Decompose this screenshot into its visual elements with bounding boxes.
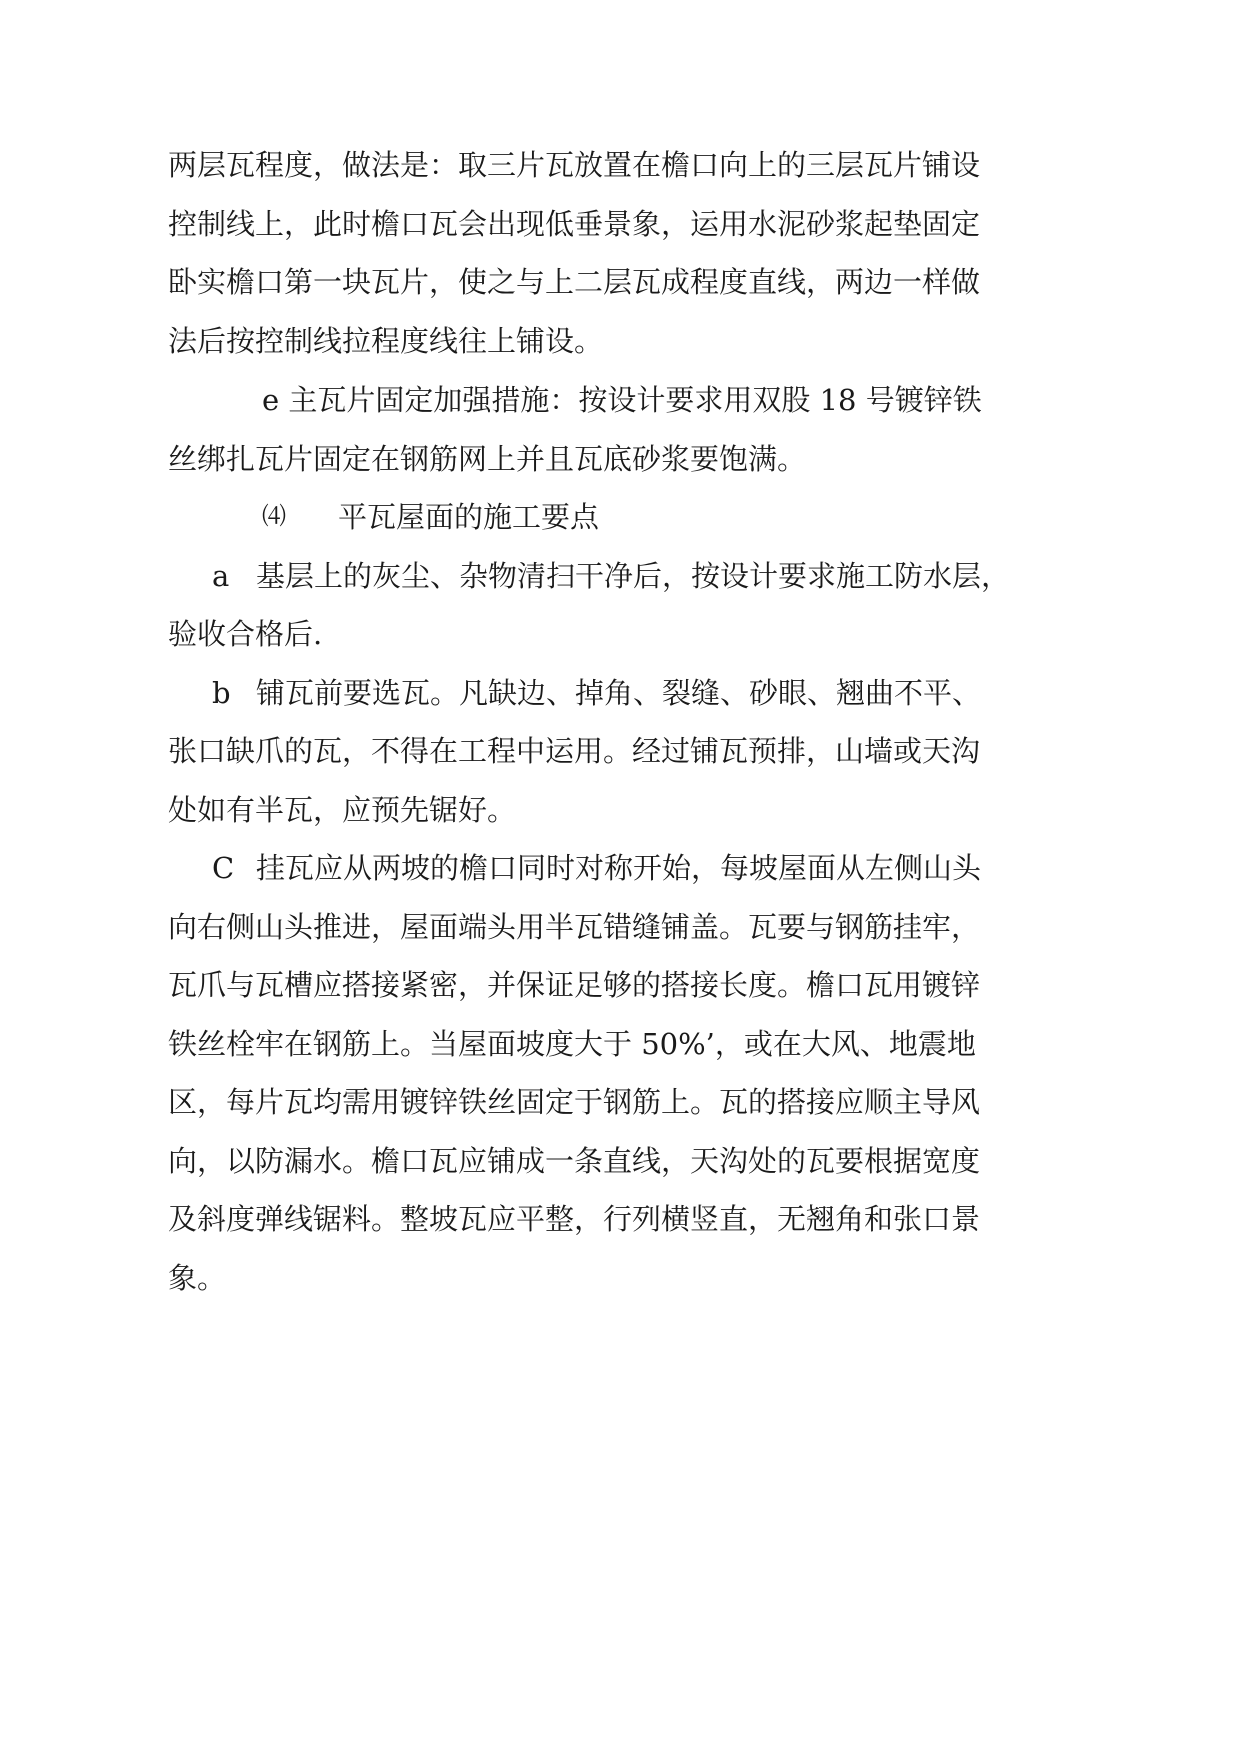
text-line: 铺瓦前要选瓦。凡缺边、掉角、裂缝、砂眼、翘曲不平、	[256, 676, 982, 710]
text-line: 基层上的灰尘、杂物清扫干净后，按设计要求施工防水层，	[256, 559, 1011, 593]
text-line: 控制线上，此时檐口瓦会出现低垂景象，运用水泥砂浆起垫固定	[168, 207, 981, 241]
text-line: 铁丝栓牢在钢筋上。当屋面坡度大于 50%’，或在大风、地震地	[168, 1027, 976, 1061]
text-line: 丝绑扎瓦片固定在钢筋网上并且瓦底砂浆要饱满。	[168, 442, 807, 476]
text-line: 处如有半瓦，应预先锯好。	[168, 793, 517, 827]
text-line: 瓦爪与瓦槽应搭接紧密，并保证足够的搭接长度。檐口瓦用镀锌	[168, 968, 981, 1002]
text-line: e 主瓦片固定加强措施：按设计要求用双股 18 号镀锌铁	[262, 383, 982, 417]
text-line: 向，以防漏水。檐口瓦应铺成一条直线，天沟处的瓦要根据宽度	[168, 1144, 981, 1178]
text-line: 挂瓦应从两坡的檐口同时对称开始，每坡屋面从左侧山头	[256, 851, 982, 885]
section-title: 平瓦屋面的施工要点	[338, 500, 600, 534]
text-line: 象。	[168, 1261, 227, 1295]
text-line: 验收合格后.	[168, 617, 323, 651]
text-line: 两层瓦程度，做法是：取三片瓦放置在檐口向上的三层瓦片铺设	[168, 148, 981, 182]
item-marker: b	[212, 676, 231, 710]
section-number: ⑷	[262, 502, 286, 530]
text-line: 张口缺爪的瓦，不得在工程中运用。经过铺瓦预排，山墙或天沟	[168, 734, 981, 768]
text-line: 向右侧山头推进，屋面端头用半瓦错缝铺盖。瓦要与钢筋挂牢，	[168, 910, 981, 944]
text-line: 卧实檐口第一块瓦片，使之与上二层瓦成程度直线，两边一样做	[168, 265, 981, 299]
item-marker: a	[212, 559, 230, 593]
item-marker: C	[212, 851, 235, 885]
text-line: 及斜度弹线锯料。整坡瓦应平整，行列横竖直，无翘角和张口景	[168, 1202, 981, 1236]
text-line: 区，每片瓦均需用镀锌铁丝固定于钢筋上。瓦的搭接应顺主导风	[168, 1085, 981, 1119]
text-line: 法后按控制线拉程度线往上铺设。	[168, 324, 604, 358]
